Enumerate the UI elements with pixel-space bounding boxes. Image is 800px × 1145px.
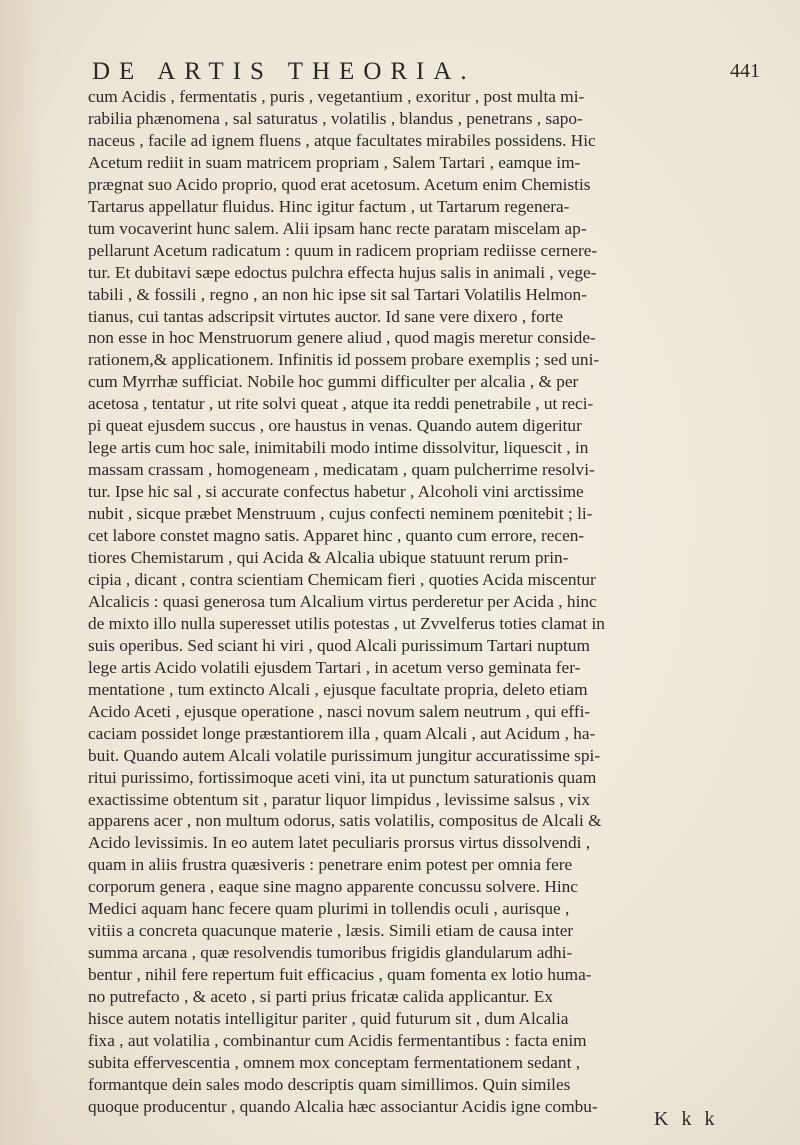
text-line: cet labore constet magno satis. Apparet hinc , quanto cum errore, recen- <box>88 526 585 546</box>
text-line: tur. Et dubitavi sæpe edoctus pulchra effecta hujus salis in animali , vege- <box>88 262 597 282</box>
text-line: no putrefacto , & aceto , si parti prius fricatæ calida applicantur. Ex <box>88 987 553 1007</box>
text-line: hisce autem notatis intelligitur pariter , quid futurum sit , dum Alcalia <box>88 1009 569 1029</box>
text-line: Medici aquam hanc fecere quam plurimi in tollendis oculi , aurisque , <box>88 899 570 919</box>
running-title: DE ARTIS THEORIA. <box>92 58 476 85</box>
text-line: Acido Aceti , ejusque operatione , nasci novum salem neutrum , qui effi- <box>88 701 591 721</box>
text-line: apparens acer , non multum odorus, satis volatilis, compositus de Alcali & <box>88 811 602 831</box>
text-line: vitiis a concreta quacunque materie , læsis. Simili etiam de causa inter <box>88 921 574 941</box>
text-line: quam in aliis frustra quæsiveris : penetrare enim potest per omnia fere <box>88 855 573 875</box>
text-line: Alcalicis : quasi generosa tum Alcalium virtus perderetur per Acida , hinc <box>88 591 597 611</box>
text-line: pellarunt Acetum radicatum : quum in radicem propriam rediisse cernere- <box>88 240 598 260</box>
text-line: quoque producentur , quando Alcalia hæc associantur Acidis igne combu- <box>88 1096 598 1116</box>
text-line: Acetum rediit in suam matricem propriam , Salem Tartari , eamque im- <box>88 152 581 172</box>
text-line: cum Myrrhæ sufficiat. Nobile hoc gummi difficulter per alcalia , & per <box>88 372 579 392</box>
text-line: bentur , nihil fere repertum fuit efficacius , quam fomenta ex lotio huma- <box>88 965 592 985</box>
text-line: pi queat ejusdem succus , ore haustus in venas. Quando autem digeritur <box>88 416 582 436</box>
text-line: tur. Ipse hic sal , si accurate confectus habetur , Alcoholi vini arctissime <box>88 482 584 502</box>
text-line: nubit , sicque præbet Menstruum , cujus confecti neminem pœnitebit ; li- <box>88 504 593 524</box>
text-line: lege artis Acido volatili ejusdem Tartari , in acetum verso geminata fer- <box>88 657 581 677</box>
text-line: Acido levissimis. In eo autem latet peculiaris prorsus virtus dissolvendi , <box>88 833 591 853</box>
text-line: summa arcana , quæ resolvendis tumoribus frigidis glandularum adhi- <box>88 943 573 963</box>
text-line: massam crassam , homogeneam , medicatam , quam pulcherrime resolvi- <box>88 460 595 480</box>
text-line: ritui purissimo, fortissimoque aceti vini, ita ut punctum saturationis quam <box>88 767 597 787</box>
text-line: cum Acidis , fermentatis , puris , vegetantium , exoritur , post multa mi- <box>88 87 585 106</box>
text-line: prægnat suo Acido proprio, quod erat acetosum. Acetum enim Chemistis <box>88 174 591 194</box>
text-line: fixa , aut volatilia , combinantur cum Acidis fermentantibus : facta enim <box>88 1030 587 1050</box>
text-line: suis operibus. Sed sciant hi viri , quod Alcali purissimum Tartari nuptum <box>88 635 590 655</box>
text-line: Tartarus appellatur fluidus. Hinc igitur factum , ut Tartarum regenera- <box>88 196 570 216</box>
text-line: non esse in hoc Menstruorum genere aliud , quod magis meretur conside- <box>88 328 596 348</box>
text-line: tabili , & fossili , regno , an non hic ipse sit sal Tartari Volatilis Helmon- <box>88 284 587 304</box>
text-line: cipia , dicant , contra scientiam Chemicam fieri , quoties Acida miscentur <box>88 569 596 589</box>
text-line: exactissime obtentum sit , paratur liquor limpidus , levissime salsus , vix <box>88 789 591 809</box>
text-line: tum vocaverint hunc salem. Alii ipsam hanc recte paratam miscelam ap- <box>88 218 587 238</box>
text-line: corporum genera , eaque sine magno apparente concussu solvere. Hinc <box>88 877 578 897</box>
running-head <box>92 58 782 88</box>
text-line: subita effervescentia , omnem mox conceptam fermentationem sedant , <box>88 1052 581 1072</box>
text-line: naceus , facile ad ignem fluens , atque facultates mirabiles possidens. Hic <box>88 130 596 150</box>
text-line: mentatione , tum extincto Alcali , ejusque facultate propria, deleto etiam <box>88 679 588 699</box>
text-line: tianus, cui tantas adscripsit virtutes auctor. Id sane vere dixero , forte <box>88 306 564 326</box>
text-line: formantque dein sales modo descriptis quam simillimos. Quin similes <box>88 1074 571 1094</box>
signature-mark: K k k <box>654 1108 719 1130</box>
text-line: rabilia phænomena , sal saturatus , volatilis , blandus , penetrans , sapo- <box>88 108 583 128</box>
text-line: acetosa , tentatur , ut rite solvi queat , atque ita reddi penetrabile , ut reci- <box>88 394 594 414</box>
text-line: rationem,& applicationem. Infinitis id possem probare exemplis ; sed uni- <box>88 350 600 370</box>
page-number: 441 <box>730 60 760 82</box>
text-line: buit. Quando autem Alcali volatile purissimum jungitur accuratissime spi- <box>88 745 601 765</box>
text-line: caciam possidet longe præstantiorem illa , quam Alcali , aut Acidum , ha- <box>88 723 596 743</box>
body-text <box>88 86 778 1118</box>
text-line: lege artis cum hoc sale, inimitabili modo intime dissolvitur, liquescit , in <box>88 438 589 458</box>
text-line: tiores Chemistarum , qui Acida & Alcalia ubique statuunt rerum prin- <box>88 548 569 568</box>
text-line: de mixto illo nulla superesset utilis potestas , ut Zvvelferus toties clamat in <box>88 613 605 633</box>
